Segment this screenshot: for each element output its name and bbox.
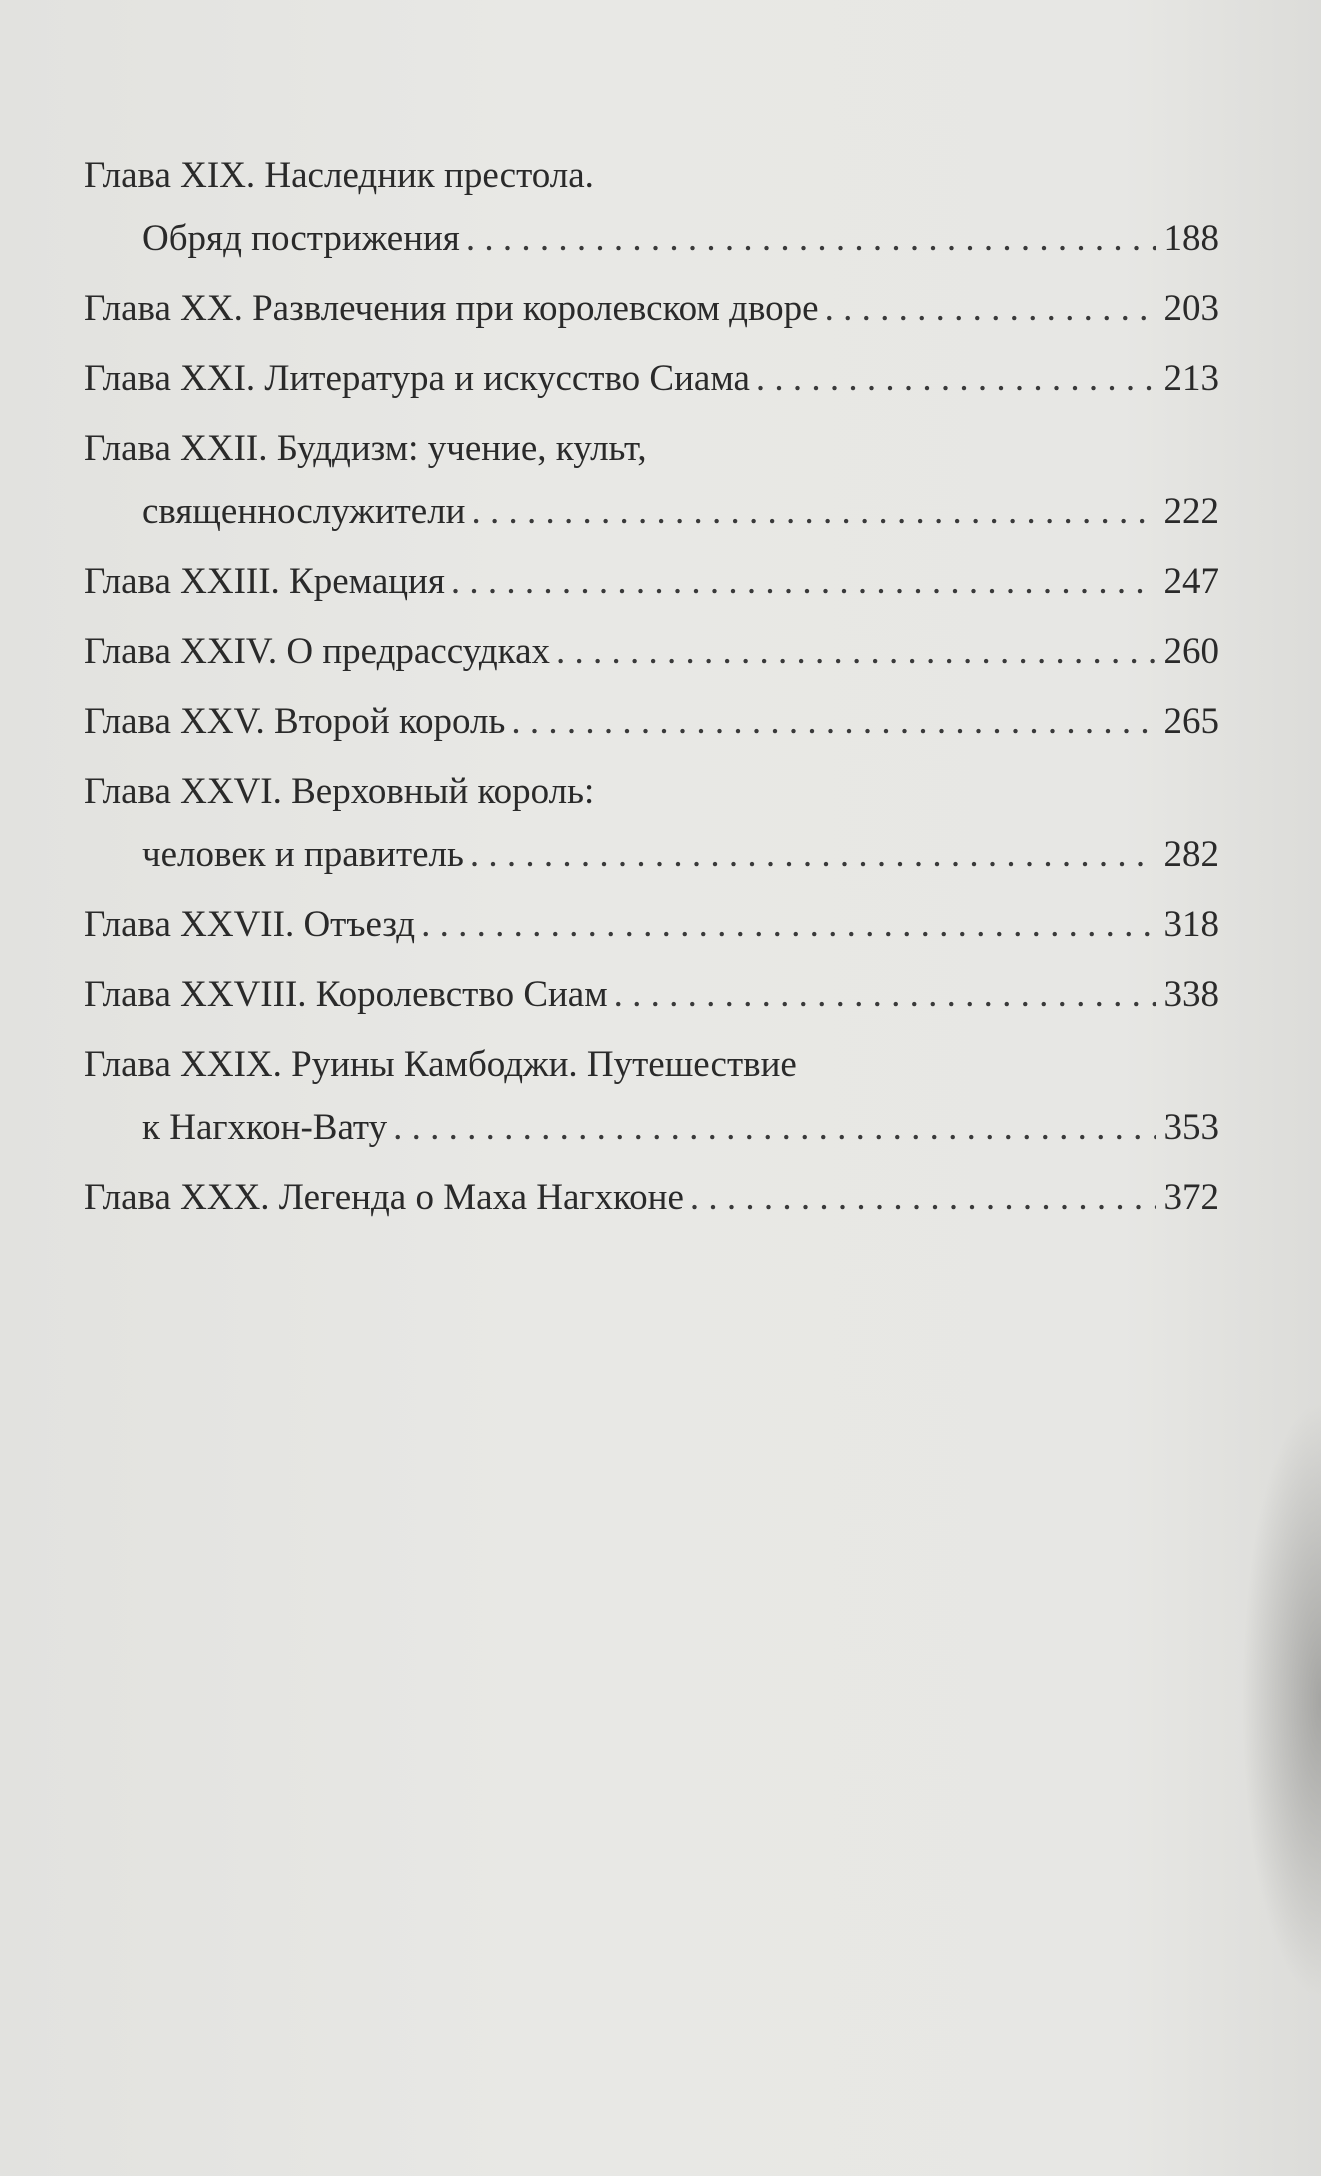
page-number: 247 (1163, 561, 1219, 602)
dot-leader (466, 207, 1156, 270)
table-of-contents (84, 144, 1219, 1236)
dot-leader (451, 550, 1156, 613)
toc-entry (84, 690, 1219, 753)
toc-entry (84, 760, 1219, 886)
page-number: 265 (1163, 701, 1219, 742)
toc-entry-title-line: Глава XXVI. Верховный король: (84, 771, 595, 812)
page-number: 203 (1163, 288, 1219, 329)
page-number: 353 (1163, 1107, 1219, 1148)
toc-entry-title: Глава XXI. Литература и искусство Сиама (84, 358, 750, 399)
toc-entry-title-line: Глава XIX. Наследник престола. (84, 155, 594, 196)
toc-entry-title: Глава XXVII. Отъезд (84, 904, 416, 945)
dot-leader (393, 1096, 1155, 1159)
dot-leader (556, 620, 1155, 683)
toc-entry-title: Глава XXIII. Кремация (84, 561, 445, 602)
toc-entry-title: Глава XXX. Легенда о Маха Нагхконе (84, 1177, 684, 1218)
page-number: 188 (1163, 218, 1219, 259)
toc-entry-title-line: Глава XXIX. Руины Камбоджи. Путешествие (84, 1044, 797, 1085)
page-number: 318 (1163, 904, 1219, 945)
toc-entry (84, 963, 1219, 1026)
page-number: 260 (1163, 631, 1219, 672)
toc-entry-title: Обряд пострижения (142, 218, 460, 259)
toc-entry-title: священнослужители (142, 491, 466, 532)
dot-leader (470, 823, 1156, 886)
toc-entry-title: Глава XXVIII. Королевство Сиам (84, 974, 608, 1015)
toc-entry (84, 893, 1219, 956)
toc-entry (84, 144, 1219, 270)
toc-entry (84, 417, 1219, 543)
toc-entry (84, 620, 1219, 683)
page-number: 213 (1163, 358, 1219, 399)
dot-leader (756, 347, 1156, 410)
page-shadow (1241, 1400, 1321, 2000)
page-number: 372 (1163, 1177, 1219, 1218)
dot-leader (825, 277, 1156, 340)
dot-leader (471, 480, 1155, 543)
toc-entry (84, 1166, 1219, 1229)
toc-entry (84, 277, 1219, 340)
dot-leader (511, 690, 1155, 753)
toc-entry-title: к Нагхкон-Вату (142, 1107, 388, 1148)
toc-entry-title: Глава XXIV. О предрассудках (84, 631, 551, 672)
page-number: 282 (1163, 834, 1219, 875)
page-number: 222 (1163, 491, 1219, 532)
toc-entry (84, 1033, 1219, 1159)
toc-entry (84, 550, 1219, 613)
dot-leader (690, 1166, 1156, 1229)
dot-leader (614, 963, 1156, 1026)
page-number: 338 (1163, 974, 1219, 1015)
dot-leader (421, 893, 1155, 956)
toc-entry-title: человек и правитель (142, 834, 464, 875)
toc-entry-title: Глава XX. Развлечения при королевском дворе (84, 288, 819, 329)
toc-entry-title: Глава XXV. Второй король (84, 701, 506, 742)
toc-entry-title-line: Глава XXII. Буддизм: учение, культ, (84, 428, 647, 469)
toc-entry (84, 347, 1219, 410)
